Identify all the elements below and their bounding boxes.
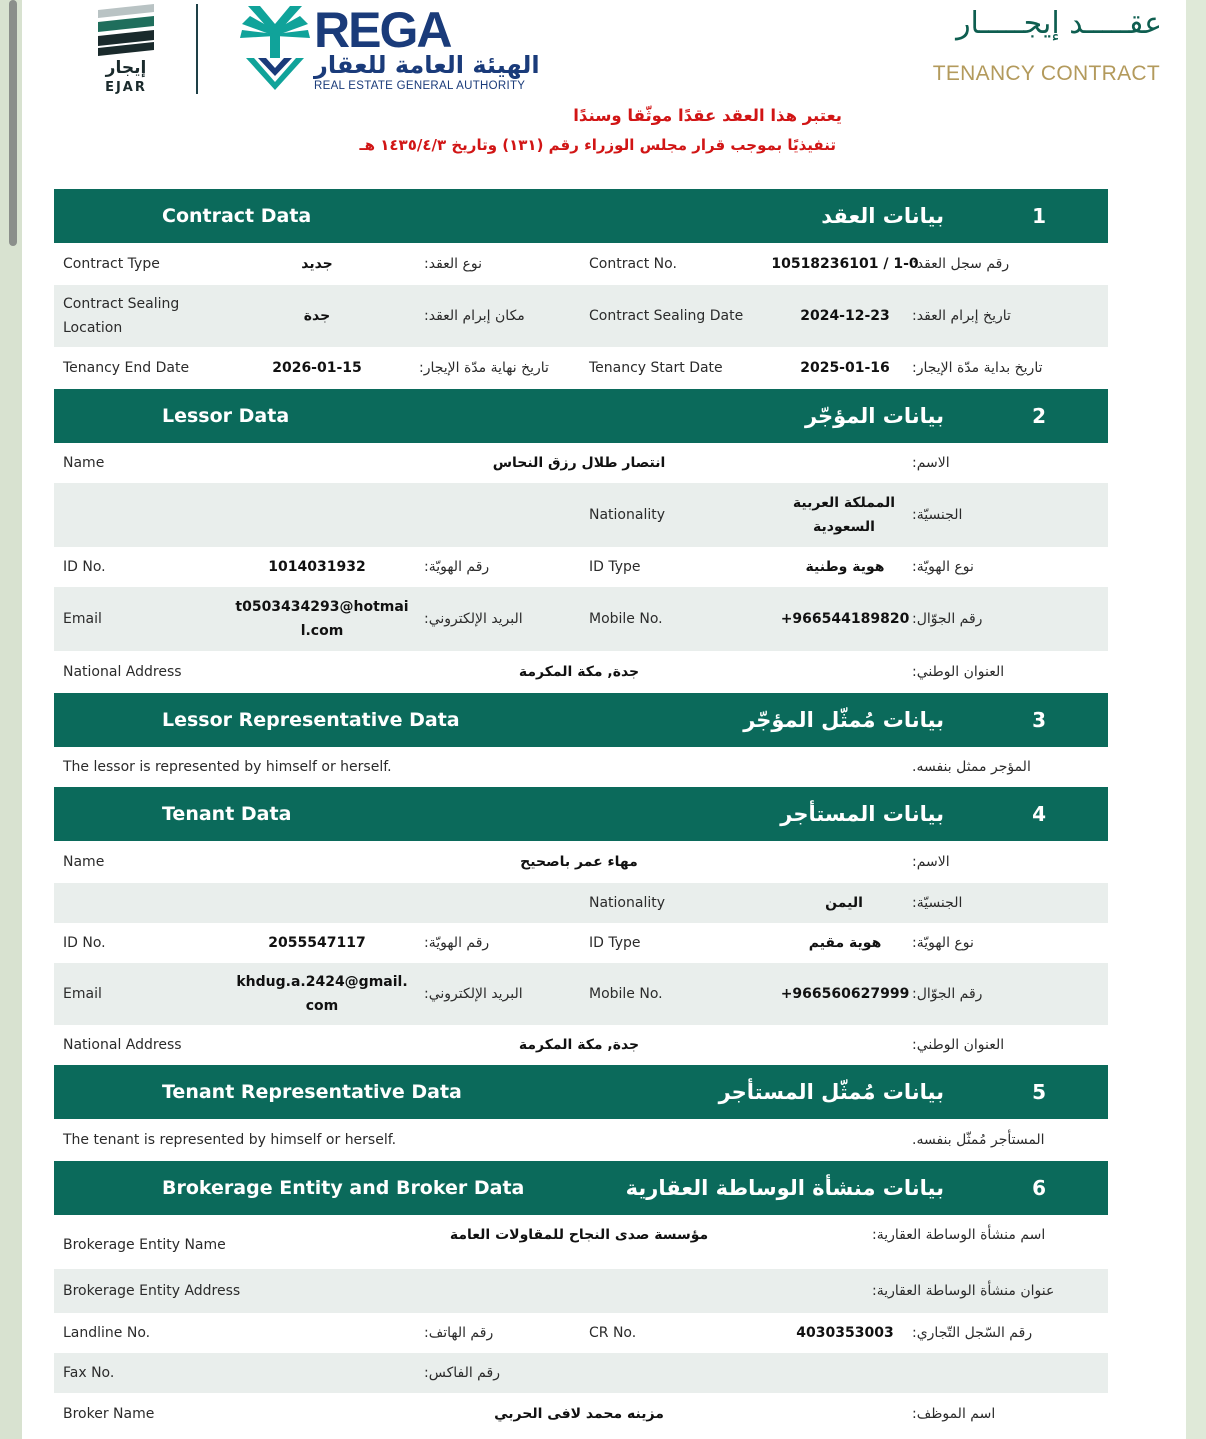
end-date-value: 2026-01-15 — [272, 360, 362, 376]
field-label-ar: اسم منشأة الوساطة العقارية: — [872, 1227, 1046, 1243]
table-row — [54, 1025, 1108, 1065]
tenant-mobile-value: +966560627999 — [780, 986, 910, 1002]
field-label-en: Brokerage Entity Name — [63, 1237, 226, 1253]
broker-name-value: مزينه محمد لافى الحربي — [494, 1406, 664, 1422]
field-label-ar: العنوان الوطني: — [912, 1037, 1005, 1053]
field-label-ar: رقم السّجل التّجاري: — [912, 1325, 1033, 1341]
tenant-id-type-value: هوية مقيم — [808, 935, 882, 951]
field-label-ar: رقم الهاتف: — [424, 1325, 494, 1341]
field-label-ar: رقم الجوّال: — [912, 611, 983, 627]
field-label-en: Mobile No. — [589, 986, 663, 1002]
lessor-name-value: انتصار طلال رزق النحاس — [492, 455, 666, 471]
section-title-ar: بيانات منشأة الوساطة العقارية — [625, 1176, 944, 1200]
table-row — [54, 923, 1108, 963]
field-label-ar: رقم الهويّة: — [424, 935, 490, 951]
table-row — [54, 483, 1108, 547]
section-title-en: Lessor Data — [162, 405, 290, 427]
section-number: 5 — [1032, 1080, 1046, 1104]
title-arabic: عقـــــد إيجـــــار — [956, 6, 1162, 41]
brokerage-entity-name-value: مؤسسة صدى النجاح للمقاولات العامة — [449, 1227, 709, 1243]
field-label-ar: نوع العقد: — [424, 256, 482, 272]
field-label-ar: تاريخ إبرام العقد: — [912, 308, 1011, 324]
lessor-rep-text-ar: المؤجر ممثل بنفسه. — [912, 759, 1031, 775]
section-title-en: Tenant Representative Data — [162, 1081, 462, 1103]
section-title-en: Tenant Data — [162, 803, 292, 825]
tenant-id-value: 2055547117 — [268, 935, 366, 951]
sealing-location-value: جدة — [303, 308, 331, 324]
section-title-en: Contract Data — [162, 205, 312, 227]
field-label-en: Contract Sealing Date — [589, 308, 744, 324]
field-label-en: Brokerage Entity Address — [63, 1283, 241, 1299]
field-label-ar: رقم الفاكس: — [424, 1365, 500, 1381]
table-row — [54, 1119, 1108, 1161]
cr-number-value: 4030353003 — [796, 1325, 894, 1341]
table-row — [54, 1393, 1108, 1435]
rega-english-name: REAL ESTATE GENERAL AUTHORITY — [314, 80, 526, 92]
tenant-nationality-value: اليمن — [825, 895, 863, 911]
field-label-en: Email — [63, 611, 102, 627]
section-number: 1 — [1032, 204, 1046, 228]
rega-palm-icon — [240, 2, 310, 94]
section-number: 2 — [1032, 404, 1046, 428]
field-label-ar: تاريخ بداية مدّة الإيجار: — [912, 360, 1043, 376]
field-label-en: Broker Name — [63, 1406, 155, 1422]
section-header-tenant — [54, 787, 1108, 841]
section-title-ar: بيانات المستأجر — [780, 802, 944, 826]
field-label-en: Contract Type — [63, 256, 160, 272]
table-row — [54, 651, 1108, 693]
section-header-tenant-rep — [54, 1065, 1108, 1119]
section-title-ar: بيانات العقد — [821, 204, 944, 228]
contract-body — [54, 189, 1108, 1435]
rega-wordmark: REGA — [314, 2, 451, 58]
rega-logo — [240, 2, 560, 98]
field-label-ar: الاسم: — [912, 854, 950, 870]
table-row — [54, 1353, 1108, 1393]
field-label-en: National Address — [63, 664, 182, 680]
table-row — [54, 1215, 1108, 1269]
field-label-ar: مكان إبرام العقد: — [424, 308, 525, 324]
lessor-id-value: 1014031932 — [268, 559, 366, 575]
ejar-logo-english: EJAR — [105, 80, 147, 95]
lessor-rep-text-en: The lessor is represented by himself or herself. — [63, 759, 392, 775]
field-label-en: Nationality — [589, 895, 666, 911]
ejar-logo — [96, 4, 156, 96]
field-label-en: Fax No. — [63, 1365, 115, 1381]
table-row — [54, 347, 1108, 389]
field-label-en: Landline No. — [63, 1325, 151, 1341]
field-label-ar: الاسم: — [912, 455, 950, 471]
table-row — [54, 285, 1108, 347]
field-label-ar: البريد الإلكتروني: — [424, 611, 523, 627]
tenant-rep-text-ar: المستأجر مُمثّل بنفسه. — [912, 1132, 1045, 1148]
field-label-ar: الجنسيّة: — [912, 507, 963, 523]
field-label-en: Mobile No. — [589, 611, 663, 627]
field-label-en: ID No. — [63, 559, 106, 575]
section-title-ar: بيانات المؤجّر — [804, 404, 944, 428]
scrollbar-thumb[interactable] — [9, 0, 17, 246]
document-header — [22, 0, 1186, 188]
field-label-en: ID No. — [63, 935, 106, 951]
lessor-email-value: t0503434293@hotmail.com — [235, 599, 409, 639]
field-label-ar: رقم الهويّة: — [424, 559, 490, 575]
field-label-ar: نوع الهويّة: — [912, 559, 974, 575]
field-label-en: Contract No. — [589, 256, 677, 272]
field-label-ar: الجنسيّة: — [912, 895, 963, 911]
field-label-en: ID Type — [589, 935, 641, 951]
rega-arabic-name: الهيئة العامة للعقار — [314, 51, 540, 79]
section-header-brokerage — [54, 1161, 1108, 1215]
title-english: TENANCY CONTRACT — [932, 62, 1160, 85]
section-title-en: Brokerage Entity and Broker Data — [162, 1177, 525, 1199]
tenant-name-value: مهاء عمر باصحيح — [520, 854, 638, 870]
field-label-ar: رقم سجل العقد: — [912, 256, 1010, 272]
field-label-ar: نوع الهويّة: — [912, 935, 974, 951]
tenant-email-value: khdug.a.2424@gmail.com — [236, 974, 408, 1014]
tenant-rep-text-en: The tenant is represented by himself or herself. — [63, 1132, 397, 1148]
section-header-contract — [54, 189, 1108, 243]
tenant-address-value: جدة, مكة المكرمة — [518, 1037, 640, 1053]
table-row — [54, 443, 1108, 483]
field-label-en: Contract Sealing Location — [63, 296, 180, 336]
field-label-en: Email — [63, 986, 102, 1002]
table-row — [54, 587, 1108, 651]
lessor-address-value: جدة, مكة المكرمة — [518, 664, 640, 680]
section-number: 3 — [1032, 708, 1046, 732]
section-title-en: Lessor Representative Data — [162, 709, 460, 731]
table-row — [54, 963, 1108, 1025]
section-number: 6 — [1032, 1176, 1046, 1200]
table-row — [54, 243, 1108, 285]
field-label-en: CR No. — [589, 1325, 637, 1341]
field-label-ar: البريد الإلكتروني: — [424, 986, 523, 1002]
field-label-en: Nationality — [589, 507, 666, 523]
start-date-value: 2025-01-16 — [800, 360, 890, 376]
ejar-stripes-icon — [98, 4, 154, 56]
table-row — [54, 883, 1108, 923]
field-label-en: Tenancy Start Date — [589, 360, 723, 376]
field-label-ar: العنوان الوطني: — [912, 664, 1005, 680]
contract-number-value: 10518236101 / 1-0 — [771, 256, 919, 272]
field-label-en: National Address — [63, 1037, 182, 1053]
field-label-en: ID Type — [589, 559, 641, 575]
ejar-logo-arabic: إيجار — [105, 58, 147, 78]
section-header-lessor — [54, 389, 1108, 443]
field-label-en: Name — [63, 854, 105, 870]
table-row — [54, 547, 1108, 587]
lessor-id-type-value: هوية وطنية — [805, 559, 885, 575]
table-row — [54, 747, 1108, 787]
lessor-mobile-value: +966544189820 — [780, 611, 910, 627]
field-label-ar: رقم الجوّال: — [912, 986, 983, 1002]
legal-notice-line-1: يعتبر هذا العقد عقدًا موثّقا وسندًا — [573, 106, 842, 125]
field-label-en: Tenancy End Date — [63, 360, 190, 376]
legal-notice-line-2: تنفيذيًا بموجب قرار مجلس الوزراء رقم (١٣١) وتاريخ ١٤٣٥/٤/٣ هـ — [359, 136, 836, 154]
field-label-ar: عنوان منشأة الوساطة العقارية: — [872, 1283, 1055, 1299]
section-title-ar: بيانات مُمثّل المستأجر — [718, 1080, 944, 1104]
field-label-ar: اسم الموظف: — [912, 1406, 996, 1422]
table-row — [54, 1269, 1108, 1313]
logo-divider — [196, 4, 198, 94]
section-title-ar: بيانات مُمثّل المؤجّر — [743, 708, 944, 732]
table-row — [54, 841, 1108, 883]
lessor-nationality-value: المملكة العربية السعودية — [792, 495, 896, 535]
section-header-lessor-rep — [54, 693, 1108, 747]
field-label-en: Name — [63, 455, 105, 471]
section-number: 4 — [1032, 802, 1046, 826]
contract-type-value: جديد — [301, 256, 333, 272]
table-row — [54, 1313, 1108, 1353]
sealing-date-value: 2024-12-23 — [800, 308, 890, 324]
field-label-ar: تاريخ نهاية مدّة الإيجار: — [419, 360, 549, 376]
